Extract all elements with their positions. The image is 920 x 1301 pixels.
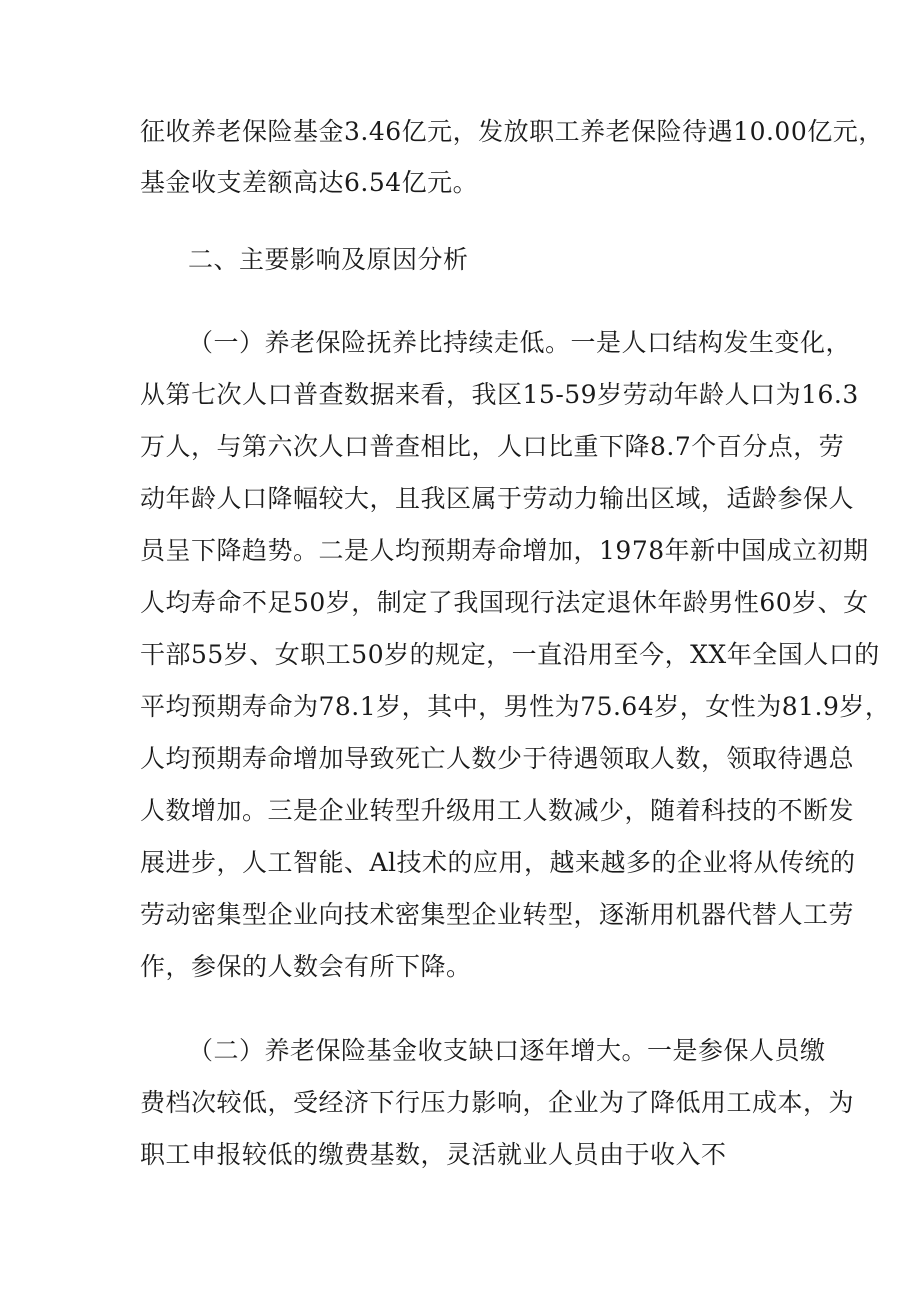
- paragraph1-line-8: 平均预期寿命为78.1岁，其中，男性为75.64岁，女性为81.9岁，: [140, 692, 891, 721]
- paragraph2-line-3: 职工申报较低的缴费基数，灵活就业人员由于收入不: [140, 1140, 727, 1169]
- paragraph1-line-9: 人均预期寿命增加导致死亡人数少于待遇领取人数，领取待遇总: [140, 744, 855, 773]
- intro-line-1: 征收养老保险基金3.46亿元，发放职工养老保险待遇10.00亿元，: [140, 117, 884, 146]
- paragraph1-line-10: 人数增加。三是企业转型升级用工人数减少，随着科技的不断发: [140, 796, 855, 825]
- paragraph1-line-3: 万人，与第六次人口普查相比，人口比重下降8.7个百分点，劳: [140, 432, 845, 461]
- paragraph1-line-2: 从第七次人口普查数据来看，我区15-59岁劳动年龄人口为16.3: [140, 380, 859, 409]
- section-heading: 二、主要影响及原因分析: [188, 245, 469, 274]
- paragraph2-line-1: （二）养老保险基金收支缺口逐年增大。一是参保人员缴: [188, 1036, 826, 1065]
- paragraph1-line-1: （一）养老保险抚养比持续走低。一是人口结构发生变化，: [188, 328, 852, 357]
- paragraph1-line-13: 作，参保的人数会有所下降。: [140, 952, 472, 981]
- paragraph1-line-6: 人均寿命不足50岁，制定了我国现行法定退休年龄男性60岁、女: [140, 588, 869, 617]
- paragraph1-line-7: 干部55岁、女职工50岁的规定，一直沿用至今，XX年全国人口的: [140, 640, 880, 669]
- paragraph1-line-4: 动年龄人口降幅较大，且我区属于劳动力输出区域，适龄参保人: [140, 484, 855, 513]
- paragraph1-line-11: 展进步，人工智能、Al技术的应用，越来越多的企业将从传统的: [140, 848, 856, 877]
- intro-line-2: 基金收支差额高达6.54亿元。: [140, 168, 479, 197]
- paragraph2-line-2: 费档次较低，受经济下行压力影响，企业为了降低用工成本，为: [140, 1088, 855, 1117]
- paragraph1-line-5: 员呈下降趋势。二是人均预期寿命增加，1978年新中国成立初期: [140, 536, 869, 565]
- paragraph1-line-12: 劳动密集型企业向技术密集型企业转型，逐渐用机器代替人工劳: [140, 900, 855, 929]
